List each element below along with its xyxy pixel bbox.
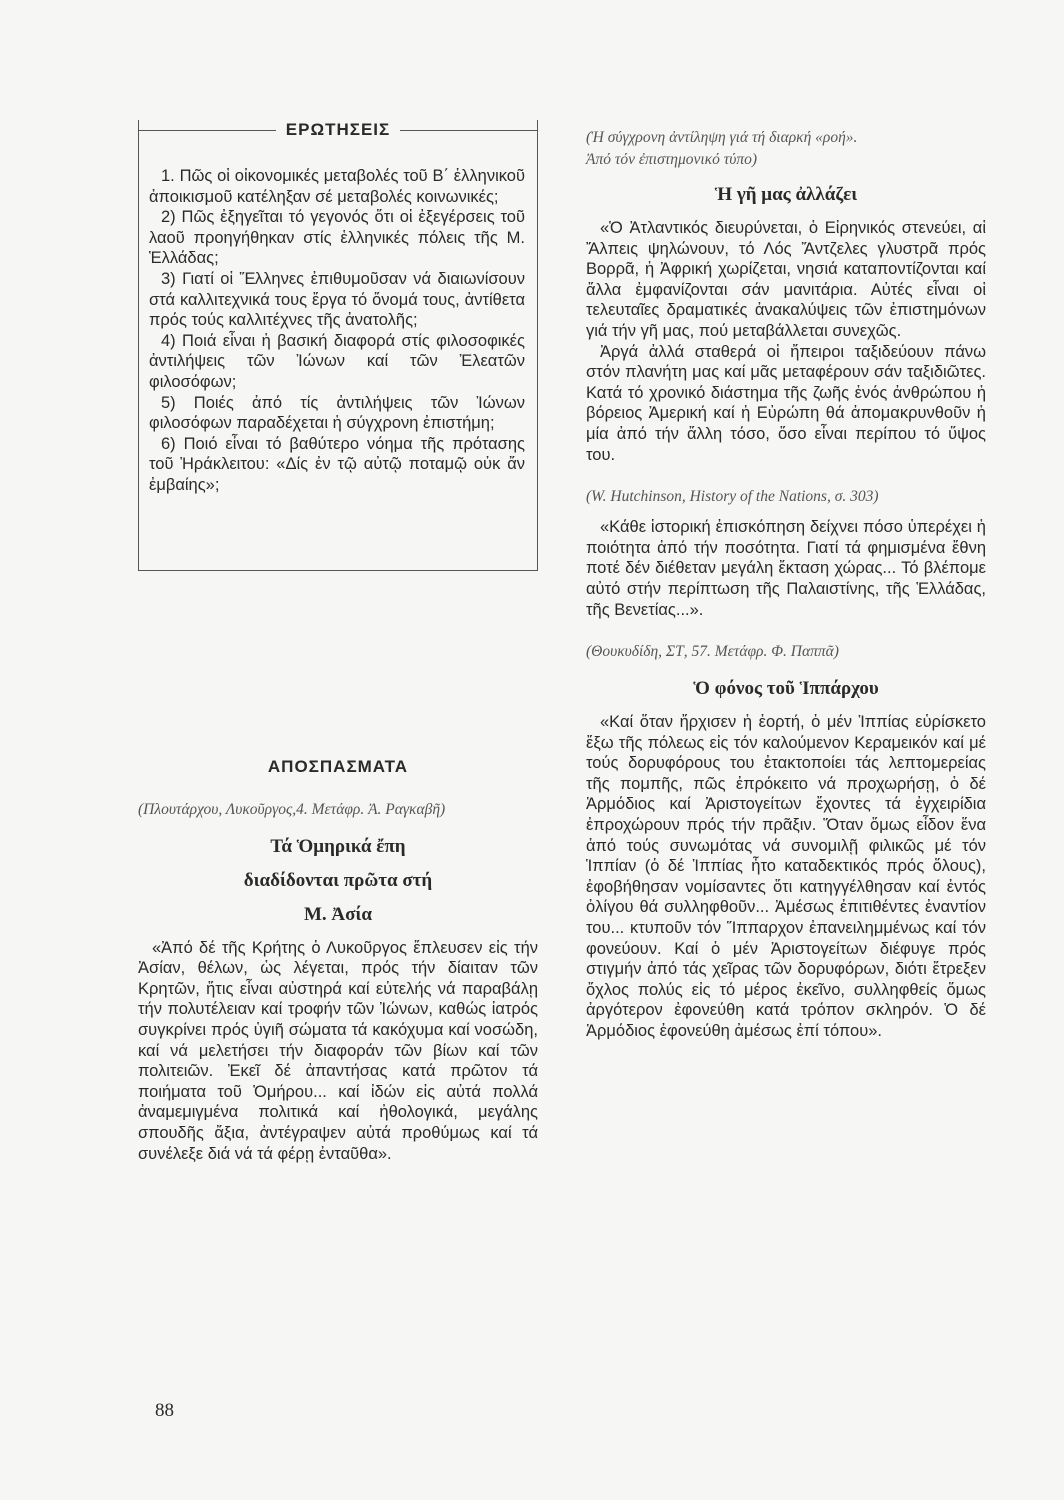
excerpt-2-citation-line-1: (Ἡ σύγχρονη ἀντίληψη γιά τή διαρκή «ροή».: [586, 129, 858, 146]
questions-title: ΕΡΩΤΗΣΕΙΣ: [285, 120, 391, 139]
excerpt-2-citation-line-2: Ἀπό τόν ἐπιστημονικό τύπο): [586, 151, 758, 168]
excerpt-3-citation: (W. Hutchinson, History of the Nations, σ. 303): [586, 488, 879, 506]
question-6: 6) Ποιό εἶναι τό βαθύτερο νόημα τῆς πρότασης τοῦ Ἡράκλειτου: «Δίς ἐν τῷ αὐτῷ ποταμῷ οὐκ ἄν ἐμβαίης»;: [149, 434, 525, 494]
question-1: 1. Πῶς οἱ οἰκονομικές μεταβολές τοῦ Β΄ ἑλληνικοῦ ἀποικισμοῦ κατέληξαν σέ μεταβολές κοινωνικές;: [149, 167, 525, 206]
question-4: 4) Ποιά εἶναι ἡ βασική διαφορά στίς φιλοσοφικές ἀντιλήψεις τῶν Ἰώνων καί τῶν Ἐλεατῶν φιλοσόφων;: [149, 331, 525, 391]
excerpt-4-citation: (Θουκυδίδη, ΣΤ, 57. Μετάφρ. Φ. Παππᾶ): [586, 643, 839, 661]
question-5: 5) Ποιές ἀπό τίς ἀντιλήψεις τῶν Ἰώνων φιλοσόφων παραδέχεται ἡ σύγχρονη ἐπιστήμη;: [149, 393, 525, 433]
questions-title-row: [139, 120, 537, 141]
excerpt-3-text: «Κάθε ἱστορική ἐπισκόπηση δείχνει πόσο ὑπερέχει ἡ ποιότητα ἀπό τήν ποσότητα. Γιατί τά φημισμένα ἔθνη ποτέ δέν διέθεταν μεγάλη ἔκταση χώρας... Τό βλέπομε αὐτό στήν περίπτωση τῆς Παλαιστίνης, τῆς Ἑλλάδας, τῆς Βενετίας...».: [586, 518, 986, 619]
excerpt-4-heading: Ὁ φόνος τοῦ Ἱππάρχου: [693, 678, 879, 700]
excerpt-2-paragraph-2: Ἀργά ἀλλά σταθερά οἱ ἤπειροι ταξιδεύουν πάνω στόν πλανήτη μας καί μᾶς μεταφέρουν σάν ταξιδιῶτες. Κατά τό χρονικό διάστημα τῆς ζωῆς ἑνός ἀνθρώπου ἡ βόρειος Ἀμερική καί ἡ Εὐρώπη θά ἀπομακρυνθοῦν ἡ μία ἀπό τήν ἄλλη τόσο, ὅσο εἶναι περίπου τό ὕψος του.: [586, 342, 986, 464]
excerpt-1-citation: (Πλουτάρχου, Λυκοῦργος,4. Μετάφρ. Ἀ. Ραγκαβῆ): [138, 800, 446, 818]
question-2: 2) Πῶς ἐξηγεῖται τό γεγονός ὅτι οἱ ἐξεγέρσεις τοῦ λαοῦ προηγήθηκαν στίς ἑλληνικές πόλεις τῆς Μ. Ἑλλάδας;: [149, 208, 525, 268]
excerpt-1-heading-line-2: διαδίδονται πρῶτα στή: [243, 869, 433, 891]
title-rule-left: [139, 130, 276, 131]
questions-box: [138, 120, 538, 571]
excerpt-1-heading-line-3: Μ. Ἀσία: [304, 903, 372, 925]
excerpt-2-paragraph-1: «Ὁ Ἀτλαντικός διευρύνεται, ὁ Εἰρηνικός στενεύει, αἱ Ἄλπεις ψηλώνουν, τό Λός Ἄντζελες γλυστρᾶ πρός Βορρᾶ, ἡ Ἀφρική χωρίζεται, νησιά καταποντίζονται καί ἄλλα ἐμφανίζονται σάν μανιτάρια. Αὐτές εἶναι οἱ τελευταῖες δραματικές ἀνακαλύψεις τῶν ἐπιστημόνων γιά τήν γῆ μας, πού μεταβάλλεται συνεχῶς.: [586, 219, 986, 340]
left-column: [138, 120, 538, 1164]
right-column: [586, 128, 986, 1042]
page-number: 88: [155, 1400, 174, 1421]
title-rule-right: [400, 130, 537, 131]
excerpt-1-heading: [138, 830, 538, 932]
question-3: 3) Γιατί οἱ Ἕλληνες ἐπιθυμοῦσαν νά διαιωνίσουν στά καλλιτεχνικά τους ἔργα τό ὄνομά τους, ἀντίθετα πρός τούς καλλιτέχνες τῆς ἀνατολῆς;: [149, 269, 525, 330]
excerpt-1-text: «Ἀπό δέ τῆς Κρήτης ὁ Λυκοῦργος ἔπλευσεν εἰς τήν Ἀσίαν, θέλων, ὡς λέγεται, πρός τήν δίαιταν τῶν Κρητῶν, ἥτις εἶναι αὐστηρά καί εὐτελής νά παραβάλῃ τήν πολυτέλειαν καί τροφήν τῶν Ἰώνων, καθώς ἰατρός συγκρίνει πρός ὑγιῆ σώματα τά κακόχυμα καί νοσώδη, καί νά μελετήσει τήν διαφοράν τῶν βίων καί τῶν πολιτειῶν. Ἐκεῖ δέ ἀπαντήσας κατά πρῶτον τά ποιήματα τοῦ Ὁμήρου... καί ἰδών εἰς αὐτά πολλά ἀναμεμιγμένα πολιτικά καί ἠθολογικά, μεγάλης σπουδῆς ἄξια, ἀντέγραψεν αὐτά προθύμως καί τά συνέλεξε διά νά τά φέρῃ ἐνταῦθα».: [138, 938, 538, 1163]
excerpts-title: ΑΠΟΣΠΑΣΜΑΤΑ: [267, 757, 409, 776]
excerpt-1-heading-line-1: Τά Ὁμηρικά ἔπη: [270, 835, 406, 857]
excerpt-2-heading: Ἡ γῆ μας ἀλλάζει: [714, 184, 858, 205]
excerpt-4-text: «Καί ὅταν ἤρχισεν ἡ ἑορτή, ὁ μέν Ἱππίας εὑρίσκετο ἔξω τῆς πόλεως εἰς τόν καλούμενον Κεραμεικόν καί μέ τούς δορυφόρους του ἐτακτοποίει τάς λεπτομερείας τῆς πομπῆς, πῶς ἐπρόκειτο νά προχωρήσῃ, ὁ δέ Ἁρμόδιος καί Ἀριστογείτων ἔχοντες τά ἐγχειρίδια ἐπροχώρουν πρός τήν πρᾶξιν. Ὅταν ὅμως εἶδον ἕνα ἀπό τούς συνωμότας νά συνομιλῇ φιλικῶς μέ τόν Ἱππίαν (ὁ δέ Ἱππίας ἦτο καταδεκτικός πρός ὅλους), ἐφοβήθησαν νομίσαντες ὅτι κατηγγέλθησαν καί ἐντός ὀλίγου θά συλληφθοῦν... Ἀμέσως ἐπιτιθέντες ἐναντίον του... κτυποῦν τόν Ἵππαρχον ἐπανειλημμένως καί τόν φονεύουν. Καί ὁ μέν Ἀριστογείτων διέφυγε πρός στιγμήν ἀπό τάς χεῖρας τῶν δορυφόρων, διότι ἔτρεξεν ὄχλος πολύς εἰς τό μέρος ἐκεῖνο, συλληφθείς ὅμως ἀργότερον ἐφονεύθη κατά τρόπον σκληρόν. Ὁ δέ Ἁρμόδιος ἐφονεύθη ἀμέσως ἐπί τόπου».: [586, 713, 986, 1040]
